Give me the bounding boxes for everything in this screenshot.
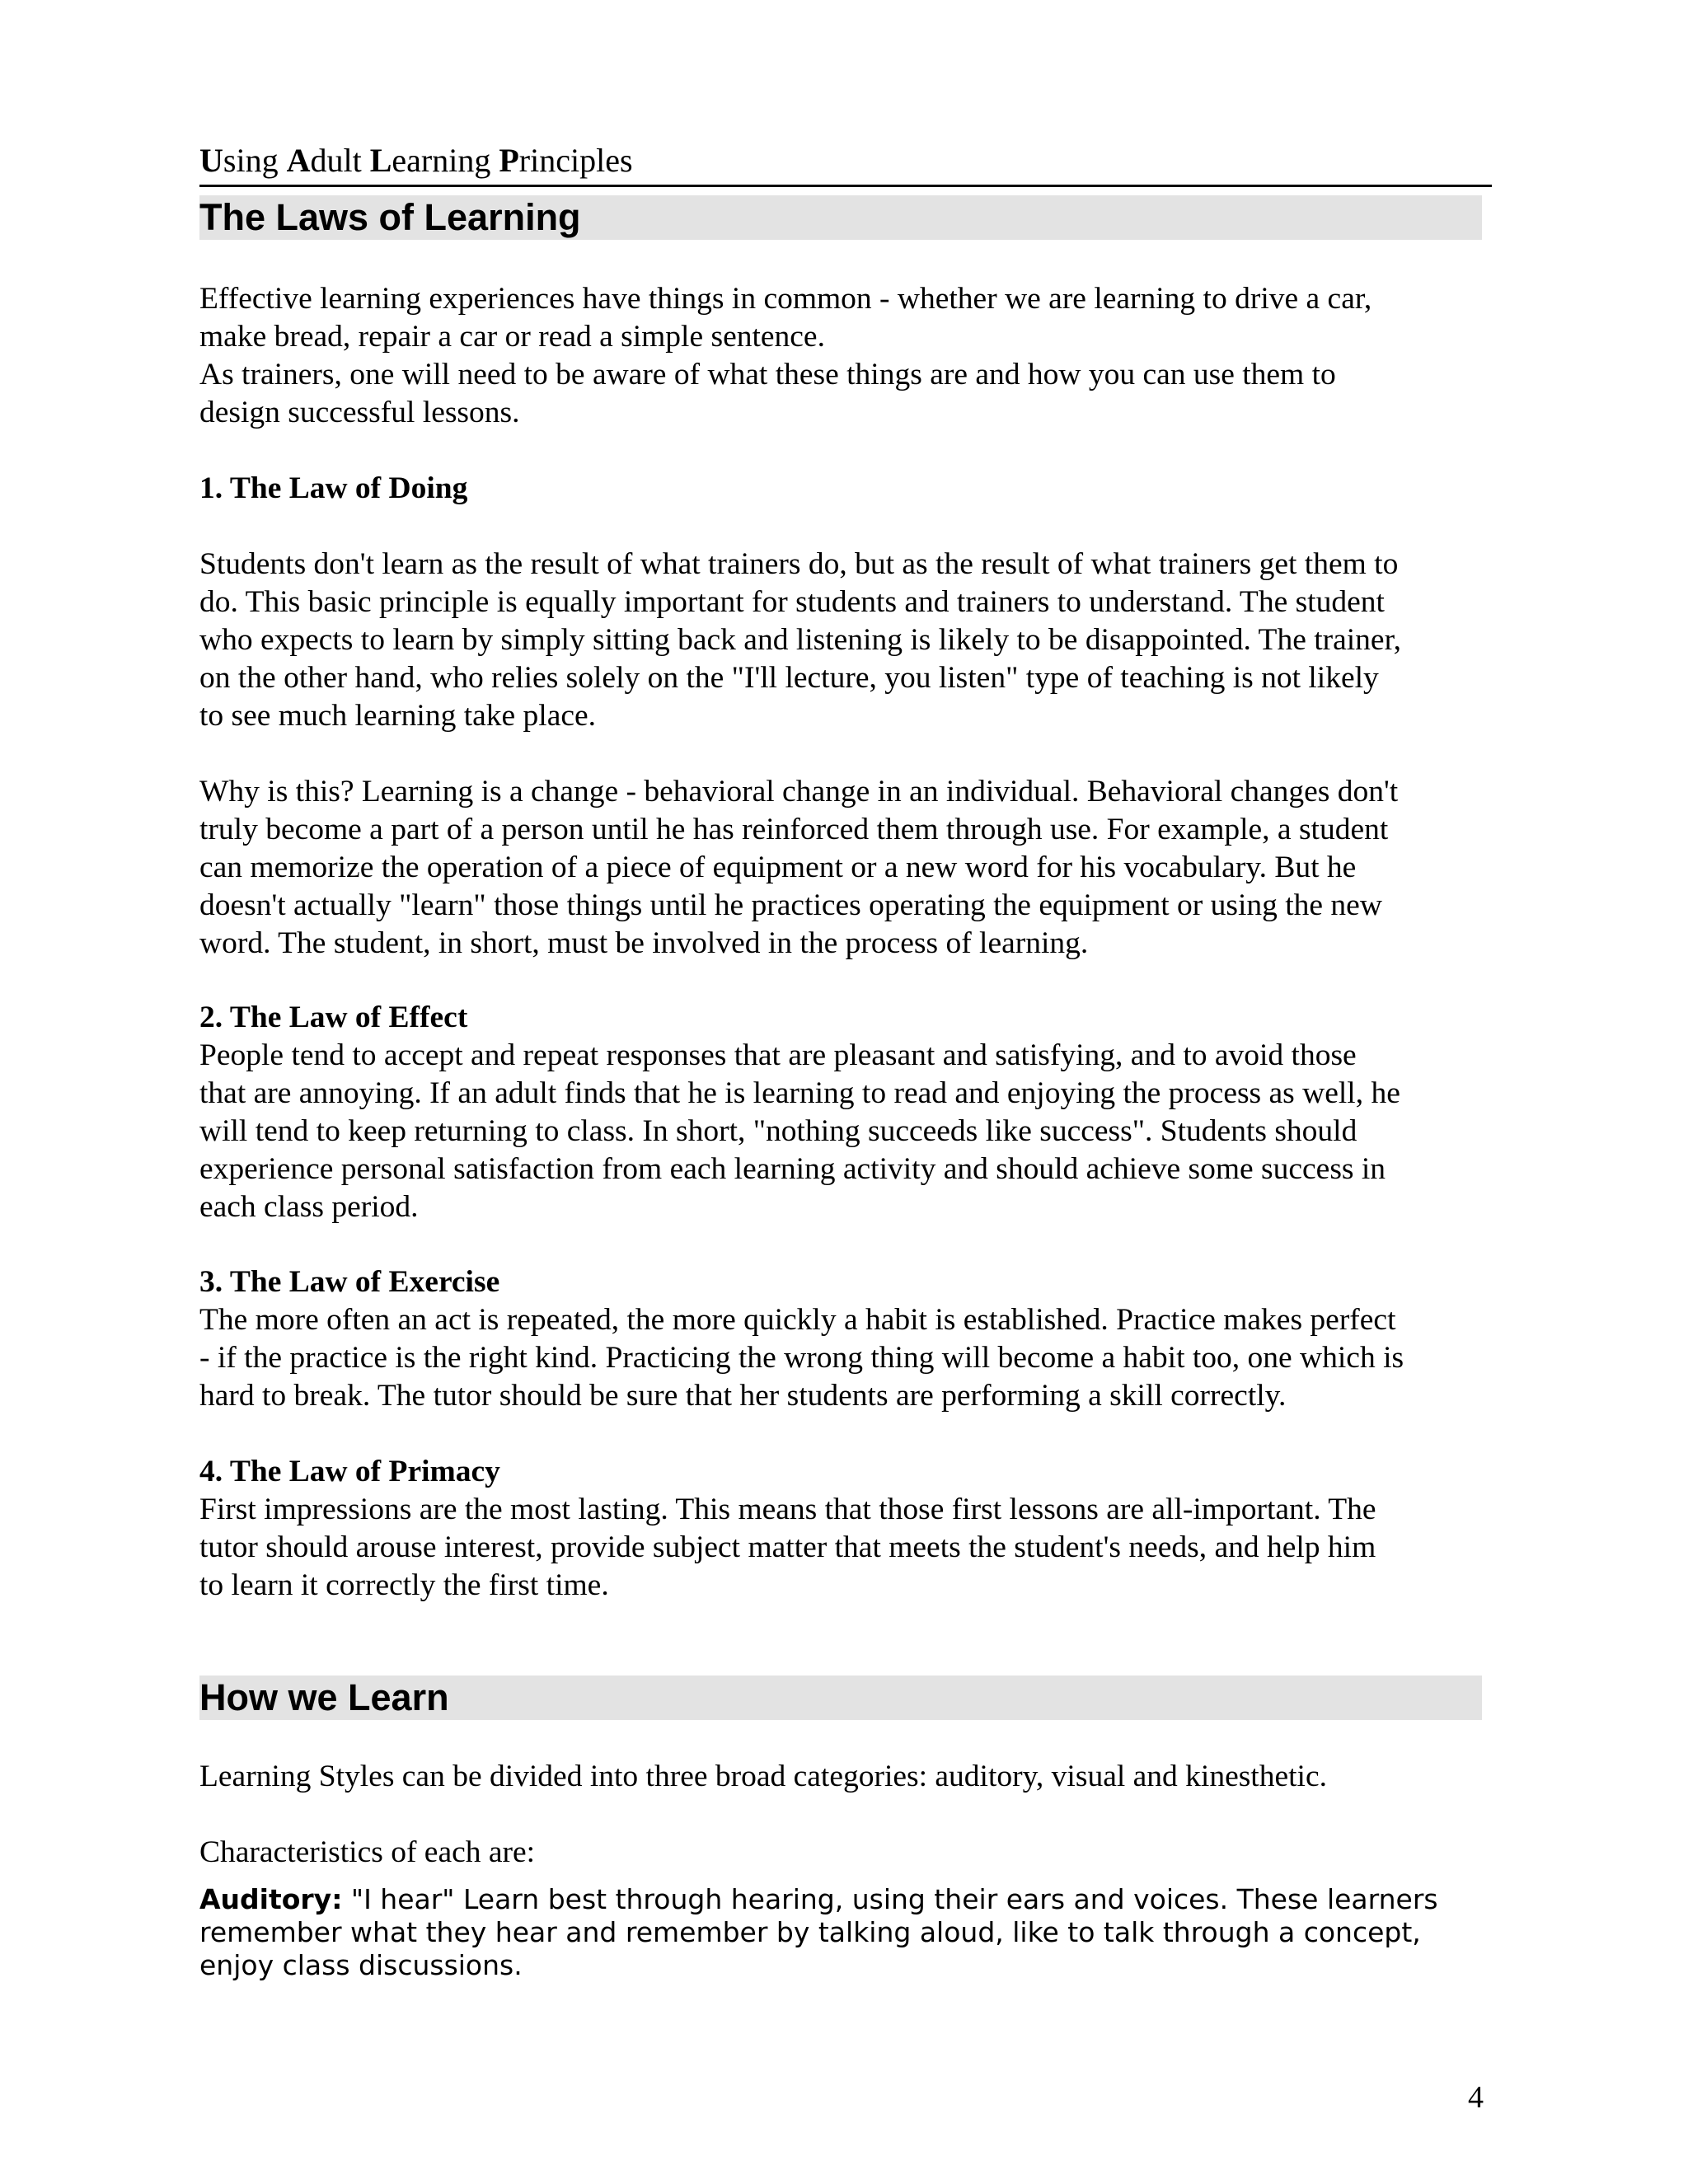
auditory-label: Auditory: bbox=[199, 1883, 343, 1915]
law-of-effect-paragraph: People tend to accept and repeat responses that are pleasant and satisfying, and to avoid those that are annoying. If an adult finds that he is learning to read and enjoying the process as well, he will tend to keep returning to class. In short, "nothing succeeds like success". Students should experience personal satisfaction from each learning activity and should achieve some success in each class period. bbox=[199, 1038, 1400, 1224]
law-of-exercise-paragraph: The more often an act is repeated, the more quickly a habit is established. Practice makes perfect - if the practice is the right kind. Practicing the wrong thing will become a habit too, one which is hard to break. The tutor should be sure that her students are performing a skill correctly. bbox=[199, 1303, 1404, 1413]
header-word: Learning bbox=[369, 142, 499, 179]
law-of-primacy-paragraph: First impressions are the most lasting. This means that those first lessons are all-important. The tutor should arouse interest, provide subject matter that meets the student's needs, and help him to learn it correctly the first time. bbox=[199, 1493, 1376, 1602]
header-word: Adult bbox=[286, 142, 370, 179]
header-word: Principles bbox=[499, 142, 633, 179]
law-of-exercise-heading: 3. The Law of Exercise bbox=[199, 1265, 500, 1299]
page-number: 4 bbox=[1468, 2080, 1484, 2115]
intro-paragraph: Effective learning experiences have things in common - whether we are learning to drive a car, make bread, repair a car or read a simple sentence. As trainers, one will need to be aware of what these things are and how you can use them to design successful lessons. bbox=[199, 282, 1372, 429]
law-of-effect-heading: 2. The Law of Effect bbox=[199, 1001, 468, 1034]
characteristics-label: Characteristics of each are: bbox=[199, 1835, 536, 1869]
law-of-doing-paragraph-1: Students don't learn as the result of what trainers do, but as the result of what trainers get them to do. This basic principle is equally important for students and trainers to understand. The student who expects to learn by simply sitting back and listening is likely to be disappointed. The trainer, on the other hand, who relies solely on the "I'll lecture, you listen" type of teaching is not likely to see much learning take place. bbox=[199, 547, 1401, 733]
law-of-primacy-heading: 4. The Law of Primacy bbox=[199, 1455, 500, 1488]
header-word: Using bbox=[199, 142, 287, 179]
law-of-doing-heading: 1. The Law of Doing bbox=[199, 471, 468, 505]
section-title-how-we-learn: How we Learn bbox=[199, 1675, 1482, 1720]
learning-styles-paragraph: Learning Styles can be divided into three broad categories: auditory, visual and kinesthetic. bbox=[199, 1760, 1327, 1793]
running-header bbox=[199, 137, 1492, 187]
law-of-doing-paragraph-2: Why is this? Learning is a change - behavioral change in an individual. Behavioral changes don't truly become a part of a person until he has reinforced them through use. For example, a student can memorize the operation of a piece of equipment or a new word for his vocabulary. But he doesn't actually "learn" those things until he practices operating the equipment or using the new word. The student, in short, must be involved in the process of learning. bbox=[199, 775, 1399, 960]
section-title-laws-of-learning: The Laws of Learning bbox=[199, 195, 1482, 240]
auditory-paragraph: Auditory: "I hear" Learn best through hearing, using their ears and voices. These learners remember what they hear and remember by talking aloud, like to talk through a concept, enjoy class discussions. bbox=[199, 1883, 1438, 1981]
